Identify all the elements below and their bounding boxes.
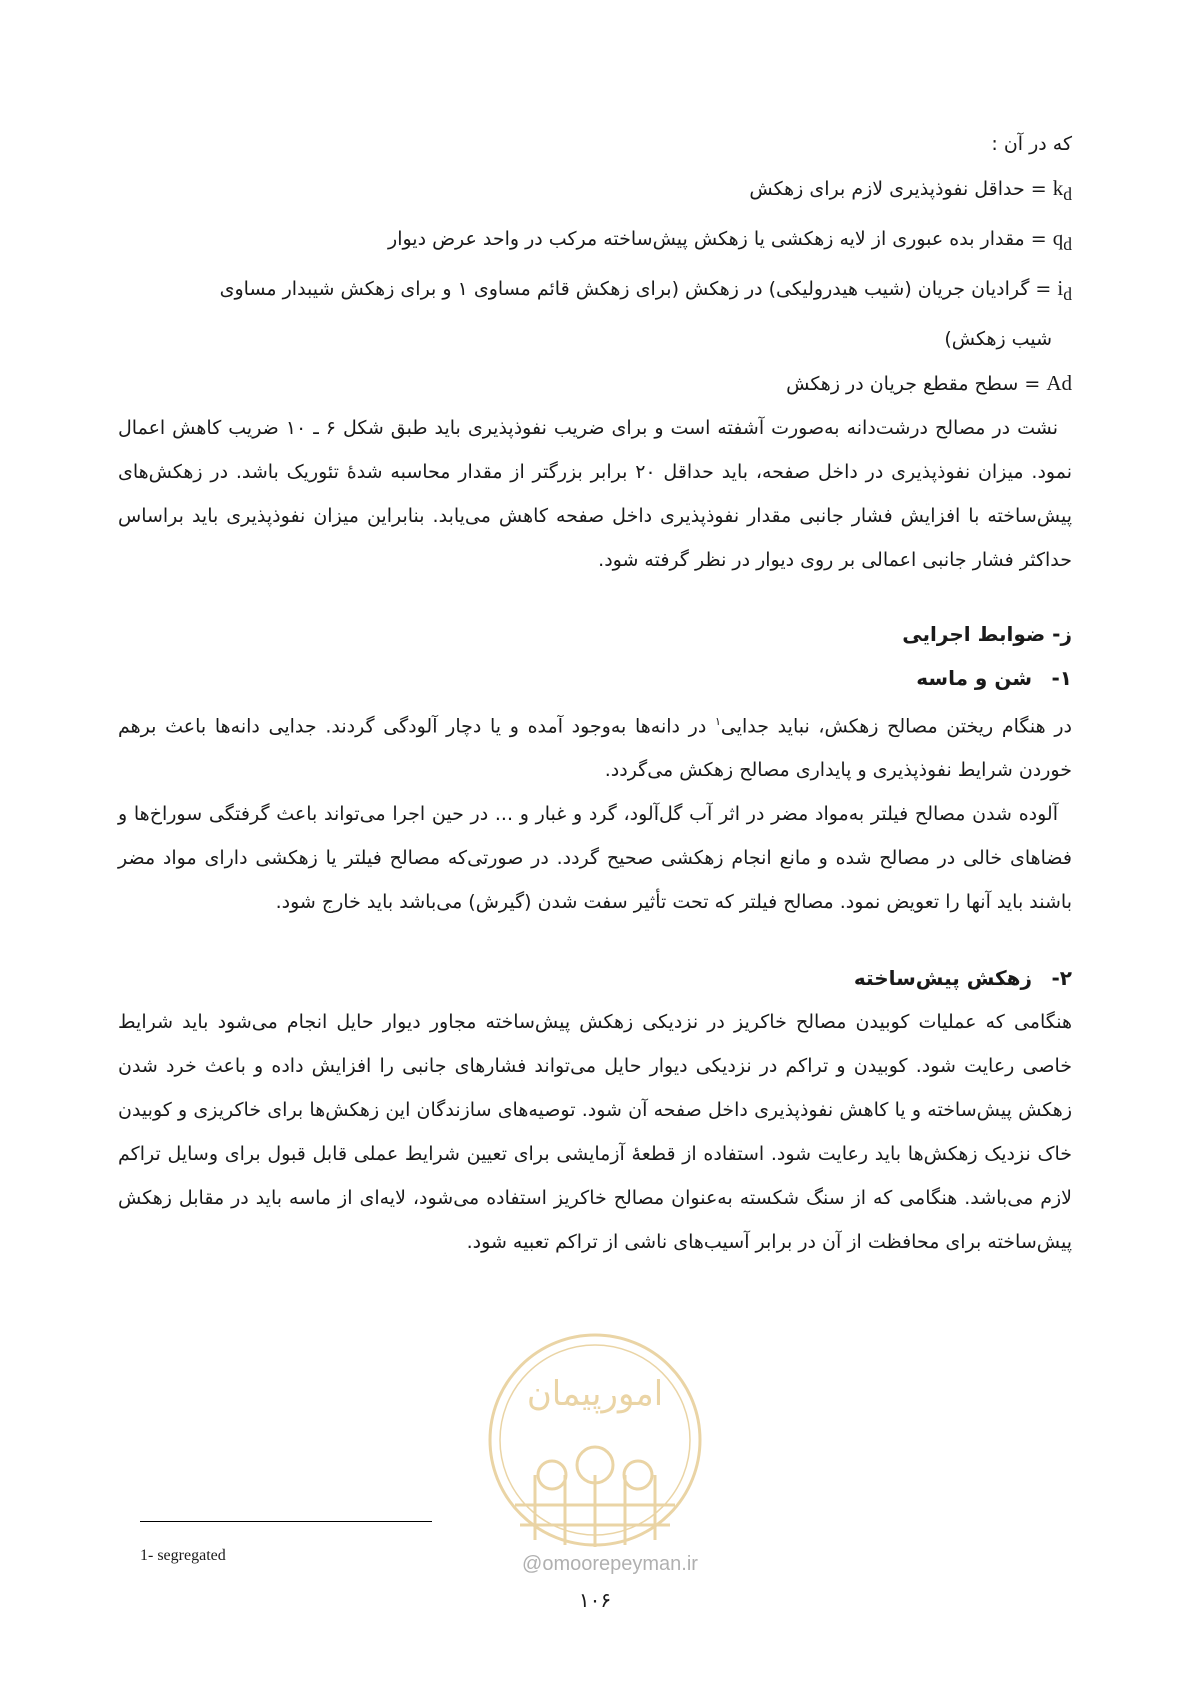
definition-qd [118,216,1072,266]
page-body [118,122,1072,1264]
subsection-2-heading [118,956,1072,1000]
definition-text: = سطح مقطع جریان در زهکش [786,372,1041,395]
footnote-ref: ۱ [714,714,721,728]
subsection-2-paragraph: هنگامی که عملیات کوبیدن مصالح خاکریز در نزدیکی زهکش پیش‌ساخته مجاور دیوار حایل انجام می‌شود باید شرایط خاصی رعایت شود. کوبیدن و تراکم در نزدیکی دیوار حایل می‌تواند فشارهای جانبی را افزایش داده و باعث خرد شدن زهکش پیش‌ساخته و یا کاهش نفوذپذیری داخل صفحه آن شود. توصیه‌های سازندگان این زهکش‌ها برای خاکریزی و کوبیدن خاک نزدیک زهکش‌ها باید رعایت شود. استفاده از قطعهٔ آزمایشی برای تعیین شرایط عملی قابل قبول برای وسایل تراکم لازم می‌باشد. هنگامی که از سنگ شکسته به‌عنوان مصالح خاکریز استفاده می‌شود، لایه‌ای از ماسه باید در مقابل زهکش پیش‌ساخته برای محافظت از آن در برابر آسیب‌های ناشی از تراکم تعبیه شود. [118,1010,1072,1253]
definition-text: = مقدار بده عبوری از لایه زهکشی یا زهکش پیش‌ساخته مرکب در واحد عرض دیوار [388,228,1047,251]
subsection-number: ۱- [1051,665,1072,690]
subsection-number: ۲- [1051,965,1072,990]
subsection-title: زهکش پیش‌ساخته [853,965,1032,990]
section-title: ز- ضوابط اجرایی [902,621,1072,646]
svg-text:امورپیمان: امورپیمان [526,1374,664,1414]
subsection-1-heading [118,656,1072,700]
paragraph-permeability: نشت در مصالح درشت‌دانه به‌صورت آشفته است و برای ضریب نفوذپذیری باید طبق شکل ۶ ـ ۱۰ ضریب کاهش اعمال نمود. میزان نفوذپذیری در داخل صفحه، باید حداقل ۲۰ برابر بزرگتر از مقدار محاسبه شدهٔ تئوریک باشد. در زهکش‌های پیش‌ساخته با افزایش فشار جانبی مقدار نفوذپذیری داخل صفحه کاهش می‌یابد. بنابراین میزان نفوذپذیری باید براساس حداکثر فشار جانبی اعمالی بر روی دیوار در نظر گرفته شود. [118,416,1072,571]
definition-ad [118,361,1072,406]
watermark-caption: @omoorepeyman.ir [522,1553,698,1575]
symbol-id: $i_d$ [1057,276,1072,305]
definition-continuation: شیب زهکش) [944,327,1052,350]
subsection-1-paragraph-2: آلوده شدن مصالح فیلتر به‌مواد مضر در اثر آب گل‌آلود، گرد و غبار و ... در حین اجرا می‌تواند باعث گرفتگی سوراخ‌ها و فضاهای خالی در مصالح شده و مانع انجام زهکشی صحیح گردد. در صورتی‌که مصالح فیلتر یا زهکشی دارای مواد مضر باشند باید آنها را تعویض نمود. مصالح فیلتر که تحت تأثیر سفت شدن (گیرش) می‌باشد باید خارج شود. [118,802,1072,913]
symbol-kd: $k_d$ [1052,176,1072,205]
footnote: 1- segregated [140,1547,226,1564]
symbol-qd: $q_d$ [1052,226,1072,255]
subsection-1-paragraph-1: در هنگام ریختن مصالح زهکش، نباید جدایی$^۱$ در دانه‌ها به‌وجود آمده و یا دچار آلودگی گردند. جدایی دانه‌ها باعث برهم خوردن شرایط نفوذپذیری و پایداری مصالح زهکش می‌گردد. [118,714,1072,781]
symbol-ad: Ad [1046,370,1072,395]
definition-text: = حداقل نفوذپذیری لازم برای زهکش [749,178,1047,200]
subsection-title: شن و ماسه [916,665,1032,690]
definition-id [118,266,1072,316]
watermark-logo [480,1325,710,1575]
footnote-divider [140,1521,432,1522]
intro-line: که در آن : [991,133,1072,155]
definition-kd [118,166,1072,216]
definition-list [118,166,1072,406]
page-number: ۱۰۶ [578,1588,612,1612]
definition-text: = گرادیان جریان (شیب هیدرولیکی) در زهکش (برای زهکش قائم مساوی ۱ و برای زهکش شیبدار مساوی [219,278,1052,301]
